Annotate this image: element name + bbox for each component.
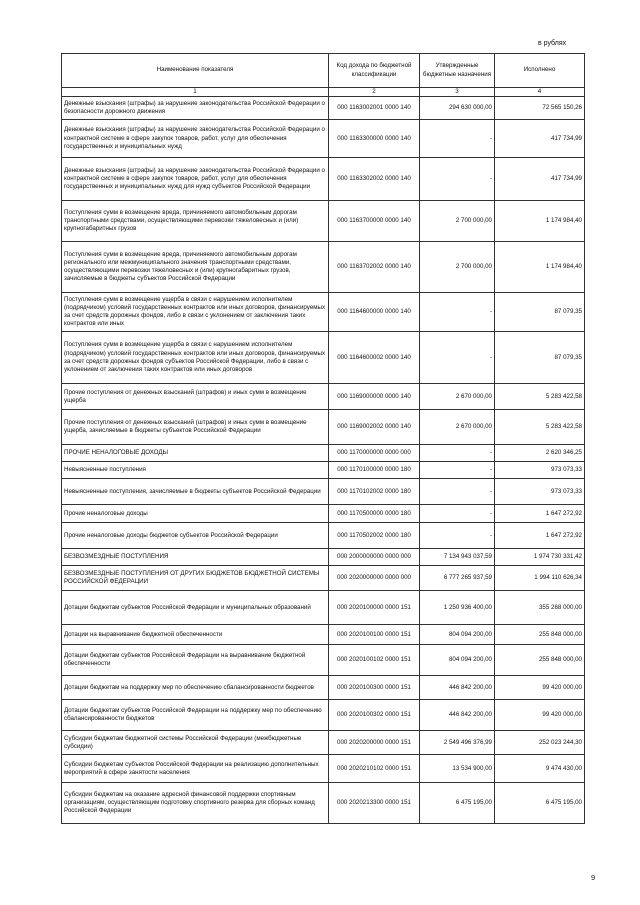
row-plan: 2 700 000,00 bbox=[420, 201, 495, 242]
column-number: 2 bbox=[329, 88, 420, 97]
row-name: Субсидии бюджетам на оказание адресной финансовой поддержки спортивным организациям, осуществляющим подготовку спортивного резерва для сборных команд Российской Федерации bbox=[62, 783, 329, 824]
revenue-table bbox=[61, 53, 585, 824]
row-plan: 446 842 200,00 bbox=[420, 676, 495, 700]
header-exec: Исполнено bbox=[495, 54, 585, 88]
row-code: 000 1164600000 0000 140 bbox=[329, 293, 420, 332]
row-code: 000 2020100100 0000 151 bbox=[329, 625, 420, 645]
table-row bbox=[62, 479, 585, 505]
table-row bbox=[62, 410, 585, 445]
row-name: БЕЗВОЗМЕЗДНЫЕ ПОСТУПЛЕНИЯ ОТ ДРУГИХ БЮДЖЕТОВ БЮДЖЕТНОЙ СИСТЕМЫ РОССИЙСКОЙ ФЕДЕРАЦИИ bbox=[62, 566, 329, 591]
table-row bbox=[62, 97, 585, 120]
row-name: Дотации бюджетам субъектов Российской Федерации и муниципальных образований bbox=[62, 591, 329, 625]
row-exec: 973 073,33 bbox=[495, 479, 585, 505]
row-name: Прочие неналоговые доходы bbox=[62, 505, 329, 523]
row-plan: 6 777 265 937,59 bbox=[420, 566, 495, 591]
table-row bbox=[62, 549, 585, 566]
row-name: Прочие неналоговые доходы бюджетов субъектов Российской Федерации bbox=[62, 523, 329, 549]
row-name: Поступления сумм в возмещение ущерба в связи с нарушением исполнителем (подрядчиком) условий государственных контрактов или иных договоров, финансируемых за счет средств дорожных фондов субъектов Российской Федерации, либо в связи с уклонением от заключения таких контрактов или иных договоров bbox=[62, 332, 329, 384]
row-code: 000 2000000000 0000 000 bbox=[329, 549, 420, 566]
page-number: 9 bbox=[591, 873, 596, 882]
table-row bbox=[62, 566, 585, 591]
row-code: 000 1169002002 0000 140 bbox=[329, 410, 420, 445]
row-plan: 2 670 000,00 bbox=[420, 384, 495, 410]
column-number-row bbox=[62, 88, 585, 97]
row-plan: 804 094 200,00 bbox=[420, 625, 495, 645]
row-name: Дотации бюджетам субъектов Российской Федерации на выравнивание бюджетной обеспеченности bbox=[62, 645, 329, 676]
row-name: Денежные взыскания (штрафы) за нарушение законодательства Российской Федерации о безопасности дорожного движения bbox=[62, 97, 329, 120]
table-row bbox=[62, 462, 585, 479]
row-plan: - bbox=[420, 523, 495, 549]
row-code: 000 1170502002 0000 180 bbox=[329, 523, 420, 549]
row-exec: 6 475 195,00 bbox=[495, 783, 585, 824]
table-row bbox=[62, 700, 585, 731]
row-name: Дотации бюджетам на поддержку мер по обеспечению сбалансированности бюджетов bbox=[62, 676, 329, 700]
row-code: 000 2020200000 0000 151 bbox=[329, 731, 420, 755]
table-row bbox=[62, 755, 585, 783]
row-exec: 9 474 430,00 bbox=[495, 755, 585, 783]
row-exec: 1 174 984,40 bbox=[495, 242, 585, 293]
row-exec: 72 565 150,26 bbox=[495, 97, 585, 120]
row-name: Дотации на выравнивание бюджетной обеспеченности bbox=[62, 625, 329, 645]
header-plan: Утвержденные бюджетные назначения bbox=[420, 54, 495, 88]
row-plan: - bbox=[420, 445, 495, 462]
table-row bbox=[62, 645, 585, 676]
row-plan: 804 094 200,00 bbox=[420, 645, 495, 676]
row-exec: 99 420 000,00 bbox=[495, 676, 585, 700]
table-row bbox=[62, 625, 585, 645]
row-name: Невыясненные поступления bbox=[62, 462, 329, 479]
row-exec: 87 079,35 bbox=[495, 332, 585, 384]
row-exec: 417 734,99 bbox=[495, 120, 585, 158]
row-name: Денежные взыскания (штрафы) за нарушение законодательства Российской Федерации о контрактной системе в сфере закупок товаров, работ, услуг для обеспечения государственных и муниципальных нужд bbox=[62, 120, 329, 158]
row-plan: 446 842 200,00 bbox=[420, 700, 495, 731]
row-plan: 7 134 943 037,59 bbox=[420, 549, 495, 566]
row-exec: 2 620 346,25 bbox=[495, 445, 585, 462]
row-name: Прочие поступления от денежных взысканий (штрафов) и иных сумм в возмещение ущерба bbox=[62, 384, 329, 410]
row-code: 000 2020100102 0000 151 bbox=[329, 645, 420, 676]
table-row bbox=[62, 158, 585, 201]
row-plan: - bbox=[420, 479, 495, 505]
table-row bbox=[62, 783, 585, 824]
row-code: 000 2020000000 0000 000 bbox=[329, 566, 420, 591]
table-header-row bbox=[62, 54, 585, 88]
row-name: Поступления сумм в возмещение вреда, причиняемого автомобильным дорогам транспортными средствами, осуществляющими перевозки тяжеловесных и (или) крупногабаритных грузов bbox=[62, 201, 329, 242]
row-name: Невыясненные поступления, зачисляемые в бюджеты субъектов Российской Федерации bbox=[62, 479, 329, 505]
row-name: Денежные взыскания (штрафы) за нарушение законодательства Российской Федерации о контрактной системе в сфере закупок товаров, работ, услуг для обеспечения государственных и муниципальных нужд для нужд субъектов Российской Федерации bbox=[62, 158, 329, 201]
table-row bbox=[62, 445, 585, 462]
row-plan: 294 630 000,00 bbox=[420, 97, 495, 120]
row-code: 000 1163002001 0000 140 bbox=[329, 97, 420, 120]
table-body bbox=[62, 97, 585, 824]
row-name: БЕЗВОЗМЕЗДНЫЕ ПОСТУПЛЕНИЯ bbox=[62, 549, 329, 566]
row-exec: 252 023 244,30 bbox=[495, 731, 585, 755]
row-code: 000 2020210102 0000 151 bbox=[329, 755, 420, 783]
row-name: Дотации бюджетам субъектов Российской Федерации на поддержку мер по обеспечению сбалансированности бюджетов bbox=[62, 700, 329, 731]
row-plan: 2 549 496 376,99 bbox=[420, 731, 495, 755]
row-exec: 1 994 110 626,34 bbox=[495, 566, 585, 591]
row-plan: 2 670 000,00 bbox=[420, 410, 495, 445]
table-row bbox=[62, 505, 585, 523]
row-name: Субсидии бюджетам бюджетной системы Российской Федерации (межбюджетные субсидии) bbox=[62, 731, 329, 755]
row-exec: 255 848 000,00 bbox=[495, 645, 585, 676]
row-plan: - bbox=[420, 505, 495, 523]
table-row bbox=[62, 676, 585, 700]
row-exec: 417 734,99 bbox=[495, 158, 585, 201]
row-plan: - bbox=[420, 462, 495, 479]
row-exec: 355 268 000,00 bbox=[495, 591, 585, 625]
column-number: 3 bbox=[420, 88, 495, 97]
row-code: 000 1163700000 0000 140 bbox=[329, 201, 420, 242]
table-row bbox=[62, 293, 585, 332]
table-row bbox=[62, 120, 585, 158]
row-exec: 5 283 422,58 bbox=[495, 410, 585, 445]
row-plan: - bbox=[420, 293, 495, 332]
table-row bbox=[62, 523, 585, 549]
table-row bbox=[62, 242, 585, 293]
row-plan: - bbox=[420, 158, 495, 201]
row-exec: 1 647 272,92 bbox=[495, 505, 585, 523]
row-exec: 255 848 000,00 bbox=[495, 625, 585, 645]
row-plan: 13 534 900,00 bbox=[420, 755, 495, 783]
column-number: 4 bbox=[495, 88, 585, 97]
row-name: ПРОЧИЕ НЕНАЛОГОВЫЕ ДОХОДЫ bbox=[62, 445, 329, 462]
row-code: 000 1170000000 0000 000 bbox=[329, 445, 420, 462]
row-exec: 99 420 000,00 bbox=[495, 700, 585, 731]
row-code: 000 1163302002 0000 140 bbox=[329, 158, 420, 201]
column-number: 1 bbox=[62, 88, 329, 97]
row-name: Прочие поступления от денежных взысканий (штрафов) и иных сумм в возмещение ущерба, зачисляемые в бюджеты субъектов Российской Федерации bbox=[62, 410, 329, 445]
table-row bbox=[62, 332, 585, 384]
row-code: 000 2020213300 0000 151 bbox=[329, 783, 420, 824]
row-code: 000 2020100302 0000 151 bbox=[329, 700, 420, 731]
table-row bbox=[62, 201, 585, 242]
row-name: Субсидии бюджетам субъектов Российской Федерации на реализацию дополнительных мероприятий в сфере занятости населения bbox=[62, 755, 329, 783]
units-label: в рублях bbox=[538, 40, 567, 47]
header-code: Код дохода по бюджетной классификации bbox=[329, 54, 420, 88]
row-exec: 973 073,33 bbox=[495, 462, 585, 479]
row-exec: 1 647 272,92 bbox=[495, 523, 585, 549]
row-exec: 1 974 730 331,42 bbox=[495, 549, 585, 566]
row-plan: 6 475 195,00 bbox=[420, 783, 495, 824]
table-row bbox=[62, 384, 585, 410]
row-code: 000 1163702002 0000 140 bbox=[329, 242, 420, 293]
row-code: 000 2020100300 0000 151 bbox=[329, 676, 420, 700]
row-plan: - bbox=[420, 120, 495, 158]
row-plan: - bbox=[420, 332, 495, 384]
row-name: Поступления сумм в возмещение ущерба в связи с нарушением исполнителем (подрядчиком) условий государственных контрактов или иных договоров, финансируемых за счет средств дорожных фондов, либо в связи с уклонением от заключения таких контрактов или иных bbox=[62, 293, 329, 332]
row-name: Поступления сумм в возмещение вреда, причиняемого автомобильным дорогам регионального или межмуниципального значения транспортными средствами, осуществляющими перевозки тяжеловесных и (или) крупногабаритных грузов, зачисляемые в бюджеты субъектов Российской Федерации bbox=[62, 242, 329, 293]
header-name: Наименование показателя bbox=[62, 54, 329, 88]
row-exec: 87 079,35 bbox=[495, 293, 585, 332]
row-plan: 1 250 936 400,00 bbox=[420, 591, 495, 625]
row-code: 000 2020100000 0000 151 bbox=[329, 591, 420, 625]
row-code: 000 1170500000 0000 180 bbox=[329, 505, 420, 523]
row-code: 000 1163300000 0000 140 bbox=[329, 120, 420, 158]
table-row bbox=[62, 731, 585, 755]
row-plan: 2 700 000,00 bbox=[420, 242, 495, 293]
row-code: 000 1170100000 0000 180 bbox=[329, 462, 420, 479]
row-code: 000 1164600002 0000 140 bbox=[329, 332, 420, 384]
row-exec: 1 174 984,40 bbox=[495, 201, 585, 242]
table-row bbox=[62, 591, 585, 625]
row-code: 000 1170102002 0000 180 bbox=[329, 479, 420, 505]
row-code: 000 1169000000 0000 140 bbox=[329, 384, 420, 410]
row-exec: 5 283 422,58 bbox=[495, 384, 585, 410]
